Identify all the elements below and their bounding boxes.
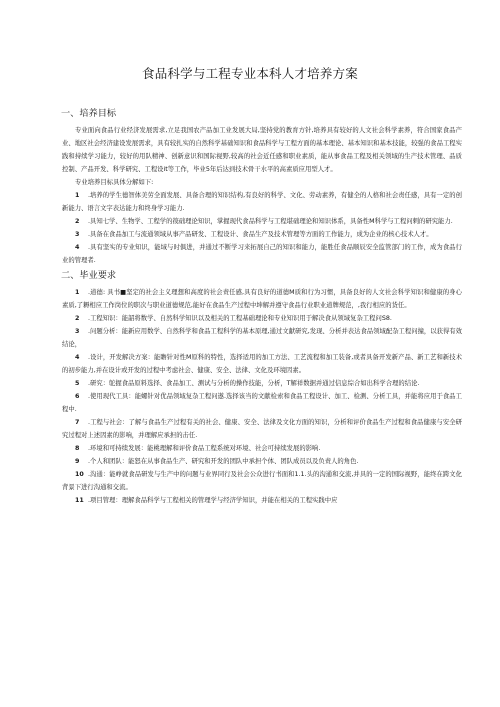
requirement-number: 4: [75, 354, 80, 361]
requirement-text: .沟通：能峥就食品研发与生产中的问题与业界同行及社会公众进行书面和1.1.头的沟通和交流,并具的一定的国际视野，能终在跨文化背景下进行沟通和交流。: [62, 471, 462, 491]
requirement-item: [62, 351, 462, 377]
requirement-text: .环境和可持续发展：能桃理解和评价食品工程系统对环境、社会可持续发展的影响.: [88, 445, 321, 452]
requirement-number: 9: [75, 458, 80, 465]
page-title: 食品科学与工程专业本科人才培养方案: [142, 66, 358, 81]
goal-text: .具有坚实的专业知识，能域与时俱进，并通过不断学习来拓展自己的知识和能力，能胜任食品顺辰安全监管部门的工作，成为食品行业的管理者.: [62, 244, 462, 264]
goal-number: 1: [75, 192, 80, 199]
requirement-item: [62, 468, 462, 494]
goals-lead-text: 专业培养目标具体分解如下:: [75, 179, 154, 186]
goals-intro-paragraph: 专业面向食品行业经济发展需求,立足我国农产品加工业发展大局,坚持党的教育方针,培养具有较好的人文社会科学素养，符合国家食品产业、地区社会经济建设发展需求，具有较扎实的自然科学基础知识和食品科学与工程方面的基本理论、基本知识和基本技能，较强的食品工程实践和持续学习能力，较好的用队精神、创新意识和国际视野,较高的社会近任感和职业素质，能从事食品工程及相关领域的生产技术管理、品质控制、产品开发、科学研究、工程设it等工作，毕业5年后达到技术骨干水平的高素质应用型人才。: [62, 127, 462, 173]
requirement-text: .个人和团队：能怒在从事食品生产、研究和开发的团队中承担个体、团队成员以及负责人的角色.: [88, 458, 359, 465]
goal-text: .培养的学生德智体美劳全面发展、具备合理的知识结构,有良好的科学、文化、劳动素养，有健全的人格和社会责任感，具有一定的创新能力、语言文字表达能力和终身学习能力.: [62, 192, 462, 212]
goal-item: [62, 189, 462, 215]
requirement-number: 2: [75, 315, 80, 322]
requirement-text: .道德: 具书■坚定的社会主义理想和高度的社会责任感,具有良好的道德M质和行为习惯，具备良好的人文社会科学知识和健康的身心素质,了耨相应工作岗位的职次与职业道德规范,能好在食品生产过程中坤解并遵守食品行业职业道牌规范，,我行相应的货任。: [62, 289, 462, 309]
requirement-item: [62, 390, 462, 416]
requirement-item: [62, 325, 462, 351]
requirement-number: 6: [75, 393, 80, 400]
section-heading-requirements: 二、毕业要求: [61, 270, 117, 281]
requirement-text: .问题分析：能新应用数学、自然科学和食品工程科学的基本原理,通过文献研究,发现、分析并表达食品领域配杂工程问撞，以获得有效结论，: [62, 328, 462, 348]
requirement-item: [62, 312, 462, 325]
goal-item: [62, 241, 462, 267]
requirement-text: .设计，开发解决方案：能瞻针对性M原科的特性，选择适用的加工方法、工艺流程和加工装备,或者具备开发新产品、新工艺和新技术的初步能力,并在设计或开发的过程中考虑社会、健康、安全、法律、文化及环境因素。: [62, 354, 462, 374]
requirement-number: 8: [75, 445, 80, 452]
document-body: [62, 108, 462, 507]
requirement-number: 11: [75, 497, 84, 504]
goal-number: 2: [75, 218, 80, 225]
requirement-number: 3: [75, 328, 80, 335]
requirement-item: [62, 494, 462, 507]
goal-item: [62, 228, 462, 241]
requirement-number: 10: [75, 471, 84, 478]
requirement-number: 1: [75, 289, 80, 296]
requirement-item: [62, 416, 462, 442]
requirement-text: .研究：鸵握食品原料选择、食品加工、测试与分析的操作技能，分析，T解祥数据并通过信息综合如出科学合理的结论.: [88, 380, 420, 387]
requirement-text: .使用现代工具：能螺针对优品领域复杂工程问遨.选择该当的文献检索和食品工程设计、加工、检测、分析工具，并能将应用于食品工程中.: [62, 393, 462, 413]
requirement-item: [62, 286, 462, 312]
requirement-item: [62, 442, 462, 455]
requirement-number: 7: [75, 419, 80, 426]
requirement-text: .工程知识：能韶将数学、自然科学知识以及相关的工程基础理论和专业知识用于解决食从领域复杂工程问S8.: [88, 315, 392, 322]
goal-item: [62, 215, 462, 228]
requirement-text: .工程与社会：了解与食品生产过程有关的社会、健康、安全、法律及文化方面的知识，分析和评价食品生产过程和食品健康与安全研究过程对上述因素的影响，并理解应承担的击任.: [62, 419, 462, 439]
requirement-number: 5: [75, 380, 80, 387]
requirement-text: .项目管理：理解食品科学与工程相关的管理学与经济学知识，并能在相关的工程实践中应: [88, 497, 338, 504]
goal-number: 3: [75, 231, 80, 238]
requirement-item: [62, 377, 462, 390]
requirement-item: [62, 455, 462, 468]
goal-text: .具知七学、生物学、工程学的篌础理论知识，掌握现代食品科学与工程堪础理论和知识体系，具备性M科学与工程问剌的研究能力.: [88, 218, 453, 225]
goal-number: 4: [75, 244, 80, 251]
goal-text: .具备在食品加工与流通领域从事产品研发、工程设计、食品生产及技术管理等方面的工作能力，成为企业的核心技术人才。: [88, 231, 433, 238]
section-heading-goals: 一、培养目标: [61, 108, 117, 119]
